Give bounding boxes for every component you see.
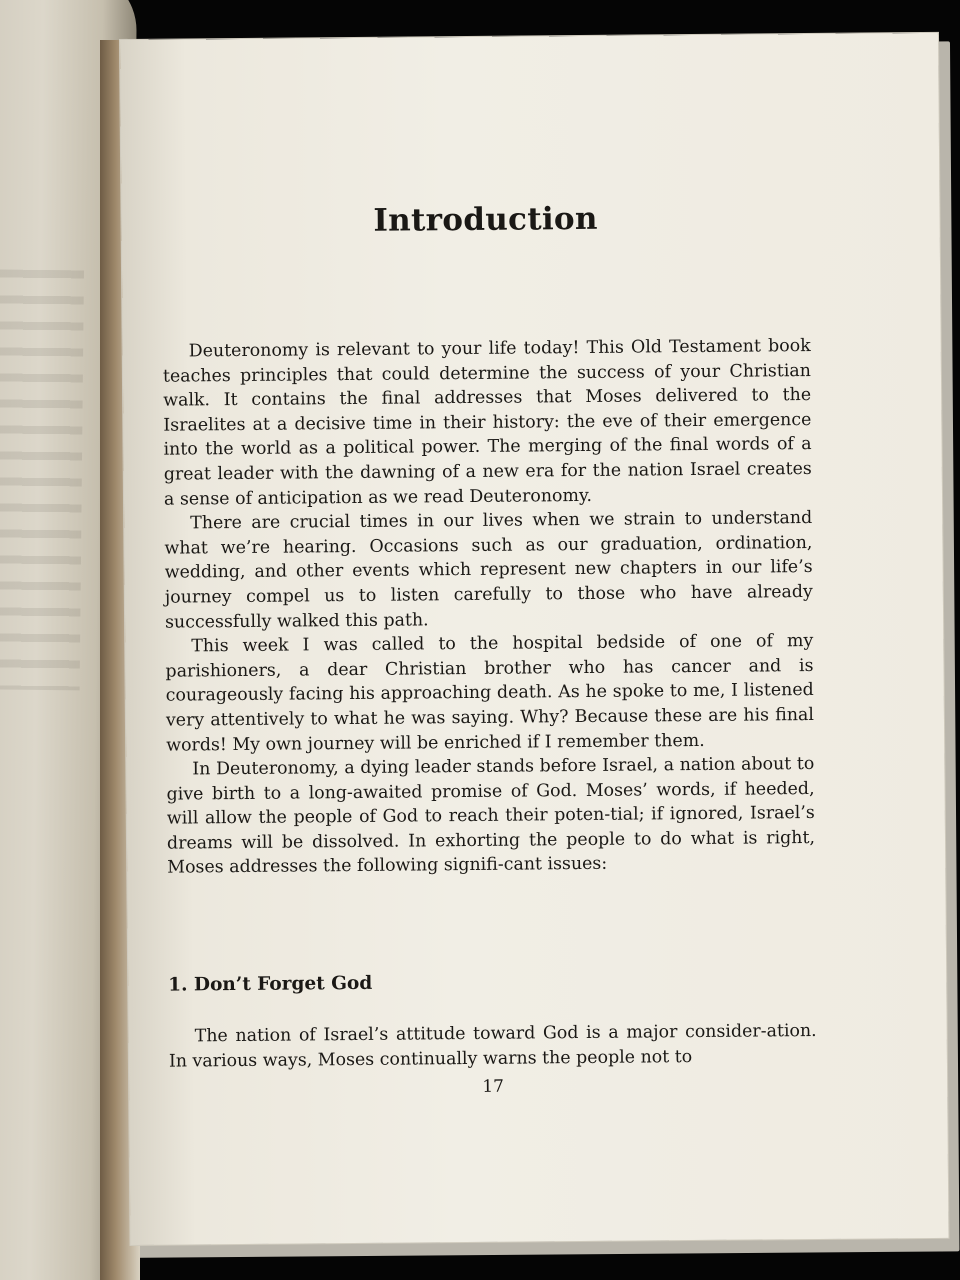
intro-body <box>163 334 816 881</box>
chapter-title: Introduction <box>373 200 598 239</box>
section-paragraph: The nation of Israel’s attitude toward God is a major consider-ation. In various ways, Moses continually warns the people not to <box>168 1020 817 1072</box>
page-content <box>160 34 817 1097</box>
previous-page-text-bleed <box>0 269 84 690</box>
paragraph-2: There are crucial times in our lives when we strain to understand what we’re hearing. Occasions such as our graduation, ordination, wedding, and other events which represent new chapters in our life’s journey compel us to listen carefully to those who have already successfully walked this path. <box>164 508 813 633</box>
paragraph-1: Deuteronomy is relevant to your life today! This Old Testament book teaches principles that could determine the success of your Christian walk. It contains the final addresses that Moses delivered to the Israelites at a decisive time in their history: the eve of their emergence into the world as a political power. The merging of the final words of a great leader with the dawning of a new era for the nation Israel creates a sense of anticipation as we read Deuteronomy. <box>162 335 812 510</box>
section-heading: 1. Don’t Forget God <box>168 972 373 996</box>
paragraph-4: In Deuteronomy, a dying leader stands before Israel, a nation about to give birth to a long-awaited promise of God. Moses’ words, if heeded, will allow the people of God to reach their poten-tial; if ignored, Israel’s dreams will be dissolved. In exhorting the people to do what is right, Moses addresses the following signifi-cant issues: <box>166 754 816 879</box>
section-body <box>169 1019 817 1074</box>
paragraph-3: This week I was called to the hospital bedside of one of my parishioners, a dear Christian brother who has cancer and is courageously facing his approaching death. As he spoke to me, I listened very attentively to what he was saying. Why? Because these are his final words! My own journey will be enriched if I remember them. <box>165 631 815 756</box>
page-number: 17 <box>482 1076 505 1097</box>
book-page <box>120 33 948 1245</box>
